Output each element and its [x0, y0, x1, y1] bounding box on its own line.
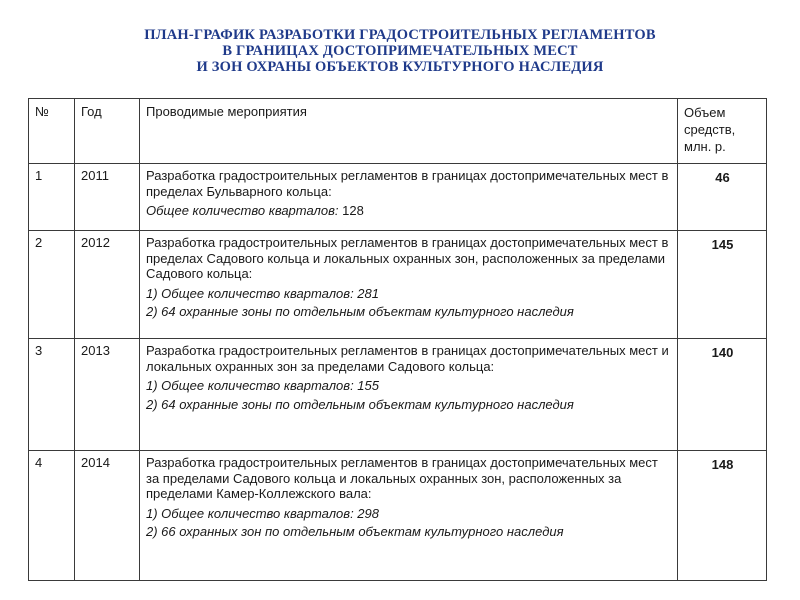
row-note [146, 203, 672, 219]
table-row [29, 164, 767, 231]
title-line-2: В ГРАНИЦАХ ДОСТОПРИМЕЧАТЕЛЬНЫХ МЕСТ [222, 43, 578, 59]
row-num: 1 [29, 164, 75, 231]
table-row [29, 339, 767, 451]
row-year: 2013 [75, 339, 140, 451]
row-note-2: 2) 64 охранные зоны по отдельным объектам культурного наследия [146, 304, 574, 319]
title-line-1: ПЛАН-ГРАФИК РАЗРАБОТКИ ГРАДОСТРОИТЕЛЬНЫХ РЕГЛАМЕНТОВ [144, 27, 656, 43]
header-num: № [29, 99, 75, 164]
row-note-2: 2) 64 охранные зоны по отдельным объектам культурного наследия [146, 396, 574, 412]
header-year: Год [75, 99, 140, 164]
row-volume: 140 [678, 339, 767, 451]
row-activities [140, 164, 678, 231]
row-volume: 46 [678, 164, 767, 231]
row-note-1: 1) Общее количество кварталов: 281 [146, 285, 379, 301]
header-activities: Проводимые мероприятия [140, 99, 678, 164]
note-value: 128 [342, 203, 364, 218]
row-activities [140, 451, 678, 581]
table-row [29, 231, 767, 339]
row-note-2: 2) 66 охранных зон по отдельным объектам культурного наследия [146, 524, 564, 539]
row-year: 2014 [75, 451, 140, 581]
title-line-3: И ЗОН ОХРАНЫ ОБЪЕКТОВ КУЛЬТУРНОГО НАСЛЕДИЯ [196, 59, 604, 75]
row-num: 2 [29, 231, 75, 339]
page-title [0, 27, 800, 75]
row-volume: 145 [678, 231, 767, 339]
row-description: Разработка градостроительных регламентов в границах достопримечательных мест в пределах Садового кольца и локальных охранных зон, расположенных за пределами Садового кольца: [146, 235, 669, 281]
row-description: Разработка градостроительных регламентов в границах достопримечательных мест и локальных охранных зон за пределами Садового кольца: [146, 343, 669, 374]
row-activities [140, 231, 678, 339]
row-note-1: 1) Общее количество кварталов: 298 [146, 505, 379, 521]
row-year: 2011 [75, 164, 140, 231]
row-description: Разработка градостроительных регламентов в границах достопримечательных мест в пределах Бульварного кольца: [146, 168, 669, 199]
table-header-row [29, 99, 767, 164]
row-num: 4 [29, 451, 75, 581]
row-note-1: 1) Общее количество кварталов: 155 [146, 378, 379, 393]
schedule-table [28, 98, 767, 581]
row-volume: 148 [678, 451, 767, 581]
row-description: Разработка градостроительных регламентов в границах достопримечательных мест за пределами Садового кольца и локальных охранных зон, расположенных за пределами Камер-Коллежского вала: [146, 455, 658, 501]
row-year: 2012 [75, 231, 140, 339]
row-num: 3 [29, 339, 75, 451]
row-activities [140, 339, 678, 451]
note-label: Общее количество кварталов: [146, 203, 343, 218]
table-row [29, 451, 767, 581]
header-volume: Объем средств, млн. р. [678, 99, 767, 164]
